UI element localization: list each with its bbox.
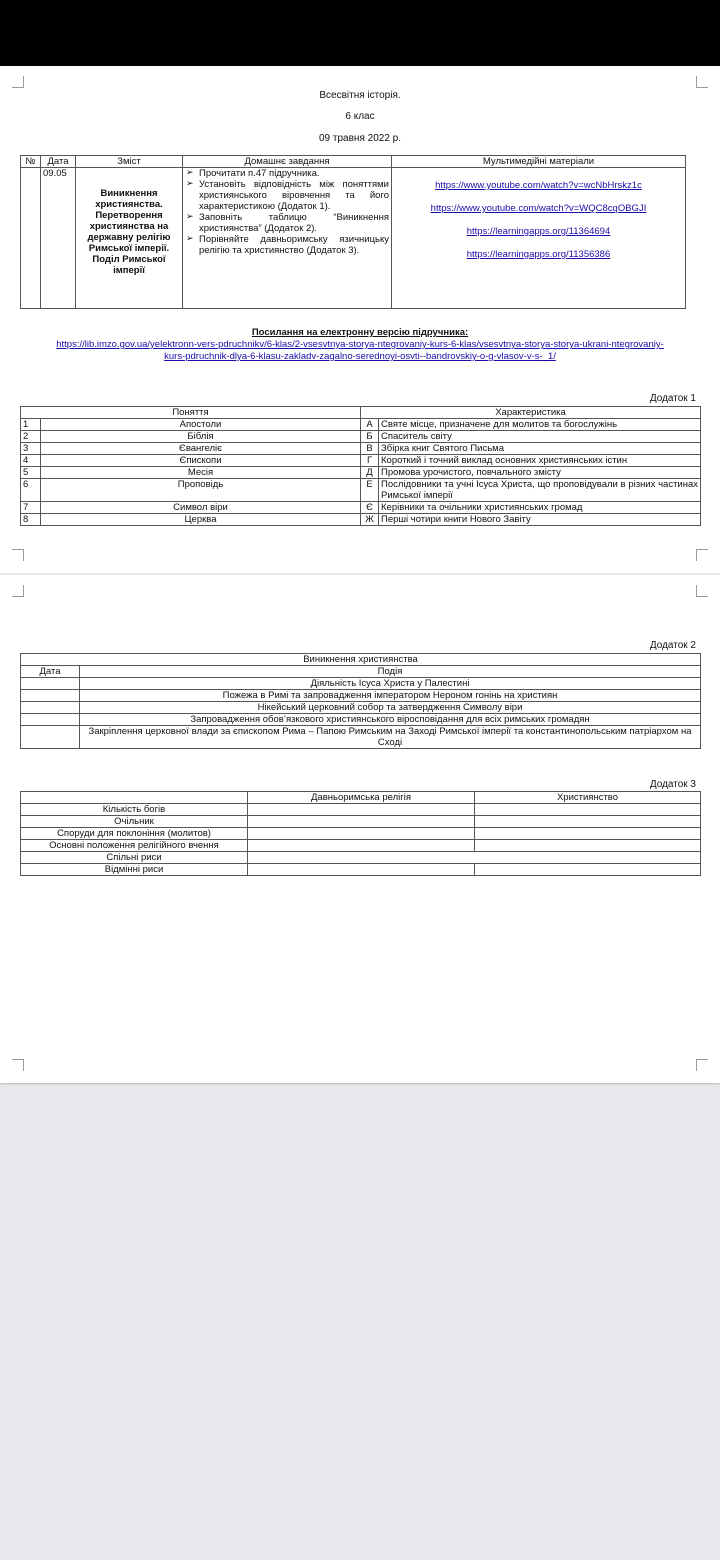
addon1-row-number: 5: [21, 467, 41, 479]
addon2-row: [21, 702, 701, 714]
addon1-row: [21, 502, 701, 514]
addon1-row: [21, 479, 701, 502]
addon3-christianity-cell[interactable]: [475, 840, 701, 852]
addon1-table: [20, 406, 701, 526]
addon1-row-number: 6: [21, 479, 41, 502]
addon1-description: Керівники та очільники християнських громад: [379, 502, 701, 514]
addon1-term: Символ віри: [41, 502, 361, 514]
addon1-term: Проповідь: [41, 479, 361, 502]
addon1-row: [21, 455, 701, 467]
addon2-date-cell[interactable]: [21, 690, 80, 702]
page-corner-mark: [12, 76, 24, 88]
addon1-term: Євангеліє: [41, 443, 361, 455]
youtube-link-2[interactable]: https://www.youtube.com/watch?v=WQC8cqOBGJI: [430, 203, 647, 214]
addon3-header-roman: Давньоримська релігія: [248, 792, 475, 804]
addon1-label: Додаток 1: [649, 393, 696, 404]
addon2-event: Нікейський церковний собор та затвердження Символу віри: [80, 702, 701, 714]
addon3-christianity-cell[interactable]: [475, 816, 701, 828]
addon1-term: Церква: [41, 514, 361, 526]
addon3-label: Додаток 3: [649, 779, 696, 790]
lesson-date: 09 травня 2022 р.: [319, 133, 401, 144]
lesson-table: [20, 155, 686, 309]
addon2-event: Пожежа в Римі та запровадження імператором Нероном гонінь на християн: [80, 690, 701, 702]
addon1-row: [21, 514, 701, 526]
addon1-term: Єпископи: [41, 455, 361, 467]
lesson-date-cell: 09.05: [41, 168, 76, 309]
addon1-row-number: 7: [21, 502, 41, 514]
learningapps-link-2[interactable]: https://learningapps.org/11356386: [466, 249, 611, 260]
status-bar: [0, 0, 720, 66]
page-corner-mark: [12, 549, 24, 561]
addon3-header-blank: [21, 792, 248, 804]
youtube-link-1[interactable]: https://www.youtube.com/watch?v=wcNbHrskz1c: [435, 180, 642, 191]
addon1-letter: В: [361, 443, 379, 455]
col-header-homework: Домашнє завдання: [183, 156, 392, 168]
textbook-section: [20, 327, 700, 363]
addon3-row: [21, 804, 701, 816]
addon2-label: Додаток 2: [649, 640, 696, 651]
addon1-letter: Є: [361, 502, 379, 514]
page-corner-mark: [12, 1059, 24, 1071]
addon2-table: [20, 653, 701, 749]
addon1-letter: А: [361, 419, 379, 431]
addon2-row: [21, 714, 701, 726]
addon3-roman-cell[interactable]: [248, 804, 475, 816]
addon3-header-christianity: Християнство: [475, 792, 701, 804]
col-header-multimedia: Мультимедійні матеріали: [392, 156, 686, 168]
page-corner-mark: [696, 76, 708, 88]
addon3-row: [21, 852, 701, 864]
addon1-term: Апостоли: [41, 419, 361, 431]
homework-cell: [183, 168, 392, 309]
homework-item: ➢ Порівняйте давньоримську язичницьку релігію та християнство (Додаток 3).: [185, 234, 389, 256]
addon3-criterion: Основні положення релігійного вчення: [21, 840, 248, 852]
addon2-header-event: Подія: [80, 666, 701, 678]
lesson-number: [21, 168, 41, 309]
addon3-roman-cell[interactable]: [248, 828, 475, 840]
addon3-criterion: Відмінні риси: [21, 864, 248, 876]
addon1-letter: Г: [361, 455, 379, 467]
addon3-criterion: Спільні риси: [21, 852, 248, 864]
addon3-row: [21, 828, 701, 840]
homework-item: ➢ Заповніть таблицю “Виникнення християнства” (Додаток 2).: [185, 212, 389, 234]
addon1-row: [21, 467, 701, 479]
addon1-letter: Ж: [361, 514, 379, 526]
addon1-row: [21, 431, 701, 443]
col-header-number: №: [21, 156, 41, 168]
addon3-roman-cell[interactable]: [248, 864, 475, 876]
addon1-header-description: Характеристика: [361, 407, 701, 419]
addon2-title: Виникнення християнства: [21, 654, 701, 666]
addon1-row-number: 2: [21, 431, 41, 443]
addon1-letter: Е: [361, 479, 379, 502]
addon3-christianity-cell[interactable]: [475, 828, 701, 840]
addon1-description: Святе місце, призначене для молитов та богослужінь: [379, 419, 701, 431]
addon1-row: [21, 443, 701, 455]
addon1-row-number: 8: [21, 514, 41, 526]
addon2-date-cell[interactable]: [21, 678, 80, 690]
addon3-row: [21, 840, 701, 852]
addon1-letter: Д: [361, 467, 379, 479]
addon2-event: Закріплення церковної влади за єпископом Рима – Папою Римським на Заході Римської імперії та константинопольським патріархом на Сході: [80, 726, 701, 749]
addon3-row: [21, 864, 701, 876]
addon3-roman-cell[interactable]: [248, 816, 475, 828]
addon3-roman-cell[interactable]: [248, 840, 475, 852]
addon1-description: Збірка книг Святого Письма: [379, 443, 701, 455]
textbook-link[interactable]: [20, 339, 700, 363]
multimedia-cell: [392, 168, 686, 309]
addon2-row: [21, 678, 701, 690]
addon2-event: Діяльність Ісуса Христа у Палестині: [80, 678, 701, 690]
grade-title: 6 клас: [345, 111, 375, 122]
addon3-table: [20, 791, 701, 876]
addon2-date-cell[interactable]: [21, 726, 80, 749]
textbook-link-line-2: kurs-pdruchnik-dlya-6-klasu-zakladv-zagalno-serednoyi-osvti--bandrovskiy-o-g-vlasov-v-s-_1/: [164, 351, 556, 362]
addon1-row: [21, 419, 701, 431]
addon2-header-date: Дата: [21, 666, 80, 678]
page-corner-mark: [696, 1059, 708, 1071]
textbook-link-line-1: https://lib.imzo.gov.ua/yelektronn-vers-pdruchnikv/6-klas/2-vsesvtnya-storya-ntegrovaniy-kurs-6-klas/vsesvtnya-storya-storya-ukrani-ntegrovaniy-: [56, 339, 664, 350]
col-header-date: Дата: [41, 156, 76, 168]
document-page-1: [0, 66, 720, 573]
addon1-description: Короткий і точний виклад основних християнських істин: [379, 455, 701, 467]
addon2-event: Запровадження обов’язкового християнського віросповідання для всіх римських громадян: [80, 714, 701, 726]
learningapps-link-1[interactable]: https://learningapps.org/11364694: [466, 226, 611, 237]
page-corner-mark: [696, 585, 708, 597]
addon1-term: Біблія: [41, 431, 361, 443]
subject-title: Всесвітня історія.: [319, 90, 401, 101]
textbook-label: Посилання на електронну версію підручника:: [251, 327, 469, 338]
addon2-row: [21, 690, 701, 702]
page-corner-mark: [12, 585, 24, 597]
lesson-topic: Виникнення християнства. Перетворення християнства на державну релігію Римської імперії. Поділ Римської імперії: [76, 168, 183, 309]
addon1-row-number: 1: [21, 419, 41, 431]
col-header-content: Зміст: [76, 156, 183, 168]
homework-list: [185, 168, 389, 256]
addon1-description: Перші чотири книги Нового Завіту: [379, 514, 701, 526]
addon2-row: [21, 726, 701, 749]
addon2-date-cell[interactable]: [21, 702, 80, 714]
page-corner-mark: [696, 549, 708, 561]
addon1-header-term: Поняття: [21, 407, 361, 419]
addon1-description: Промова урочистого, повчального змісту: [379, 467, 701, 479]
homework-item: ➢ Установіть відповідність між поняттями християнського віровчення та його характеристикою (Додаток 1).: [185, 179, 389, 212]
addon1-term: Месія: [41, 467, 361, 479]
addon1-row-number: 4: [21, 455, 41, 467]
document-page-2: [0, 575, 720, 1083]
addon3-criterion: Очільник: [21, 816, 248, 828]
addon3-common-cell[interactable]: [248, 852, 701, 864]
addon3-row: [21, 816, 701, 828]
addon3-criterion: Споруди для поклоніння (молитов): [21, 828, 248, 840]
addon1-row-number: 3: [21, 443, 41, 455]
addon1-description: Спаситель світу: [379, 431, 701, 443]
addon2-date-cell[interactable]: [21, 714, 80, 726]
addon1-description: Послідовники та учні Ісуса Христа, що проповідували в різних частинах Римської імперії: [379, 479, 701, 502]
homework-item: ➢ Прочитати п.47 підручника.: [185, 168, 389, 179]
addon3-christianity-cell[interactable]: [475, 864, 701, 876]
addon3-christianity-cell[interactable]: [475, 804, 701, 816]
addon3-criterion: Кількість богів: [21, 804, 248, 816]
addon1-letter: Б: [361, 431, 379, 443]
